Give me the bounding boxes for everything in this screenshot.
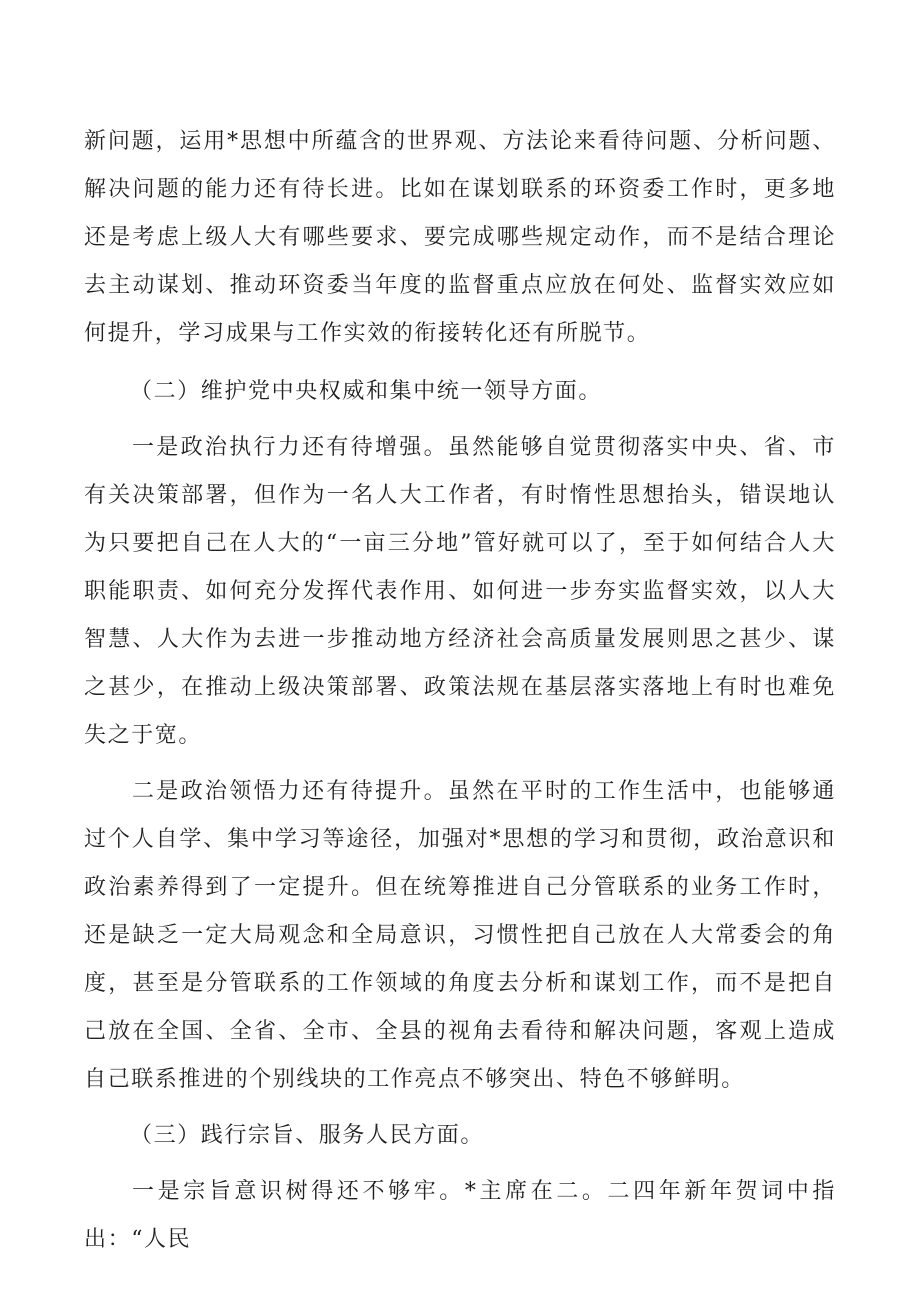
section-heading-3: （三）践行宗旨、服务人民方面。 bbox=[130, 1123, 485, 1148]
paragraph-continuation: 新问题，运用*思想中所蕴含的世界观、方法论来看待问题、分析问题、解决问题的能力还有待长进。比如在谋划联系的环资委工作时，更多地还是考虑上级人大有哪些要求、要完成哪些规定动作，而不是结合理论去主动谋划、推动环资委当年度的监督重点应放在何处、监督实效应如何提升，学习成果与工作实效的衔接转化还有所脱节。 bbox=[84, 129, 836, 346]
document-body bbox=[84, 118, 836, 1272]
paragraph-political-execution: 一是政治执行力还有待增强。虽然能够自觉贯彻落实中央、省、市有关决策部署，但作为一名人大工作者，有时惰性思想抬头，错误地认为只要把自己在人大的“一亩三分地”管好就可以了，至于如何结合人大职能职责、如何充分发挥代表作用、如何进一步夯实监督实效，以人大智慧、人大作为去进一步推动地方经济社会高质量发展则思之甚少、谋之甚少，在推动上级决策部署、政策法规在基层落实落地上有时也难免失之于宽。 bbox=[84, 435, 836, 748]
paragraph-purpose-awareness: 一是宗旨意识树得还不够牢。*主席在二。二四年新年贺词中指出：“人民 bbox=[84, 1179, 836, 1252]
section-heading-2: （二）维护党中央权威和集中统一领导方面。 bbox=[130, 379, 603, 404]
paragraph-political-comprehension: 二是政治领悟力还有待提升。虽然在平时的工作生活中，也能够通过个人自学、集中学习等途径，加强对*思想的学习和贯彻，政治意识和政治素养得到了一定提升。但在统筹推进自己分管联系的业务工作时，还是缺乏一定大局观念和全局意识，习惯性把自己放在人大常委会的角度，甚至是分管联系的工作领域的角度去分析和谋划工作，而不是把自己放在全国、全省、全市、全县的视角去看待和解决问题，客观上造成自己联系推进的个别线块的工作亮点不够突出、特色不够鲜明。 bbox=[84, 779, 836, 1092]
